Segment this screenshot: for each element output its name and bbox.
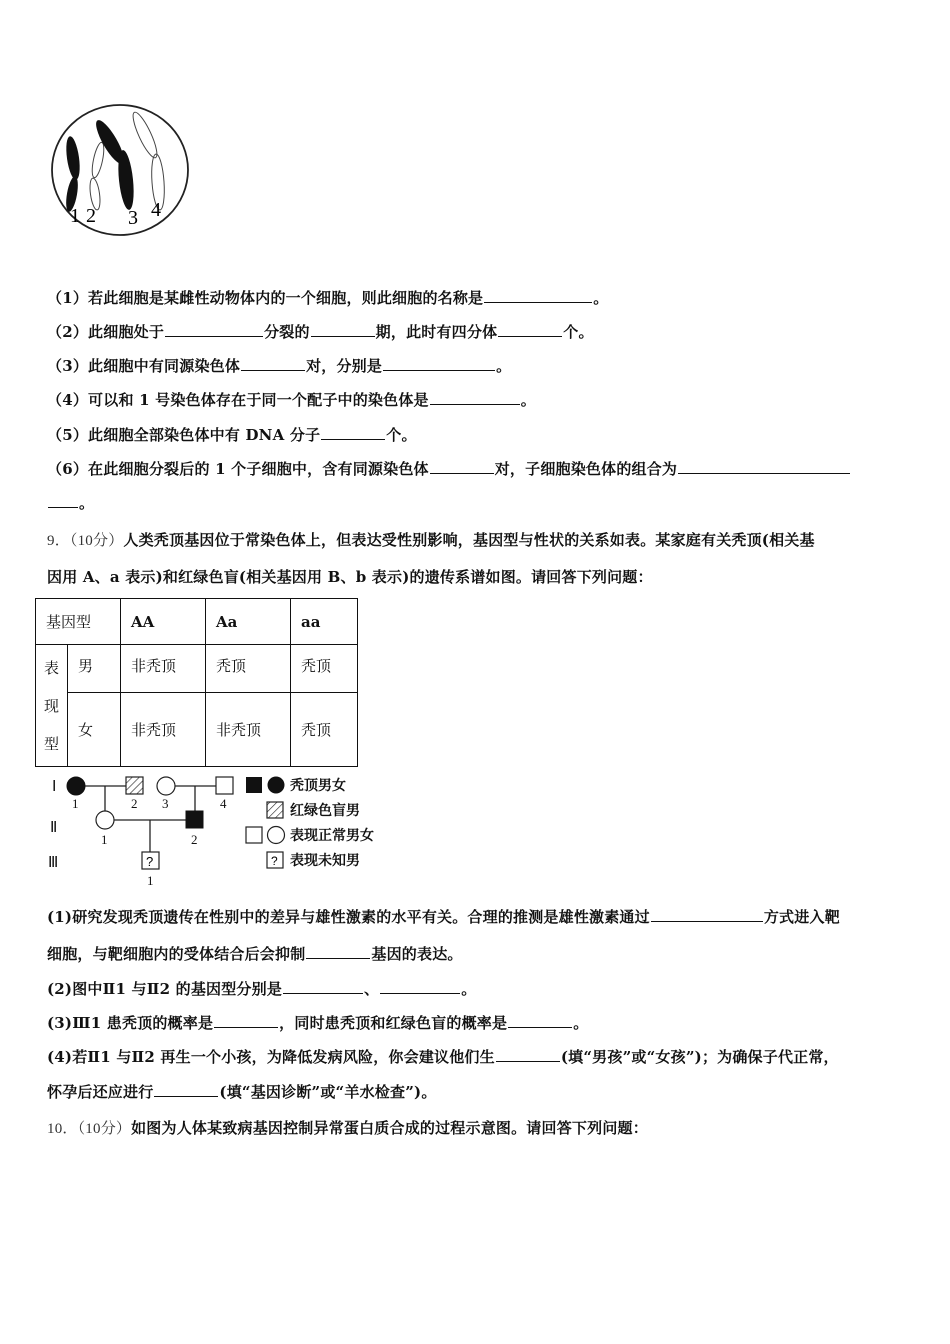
chromosome-label-2: 2 bbox=[86, 205, 96, 227]
q8-part6: （6）在此细胞分裂后的 1 个子细胞中，含有同源染色体 对，子细胞染色体的组合为 bbox=[47, 458, 851, 479]
pedigree-chart bbox=[40, 770, 400, 892]
q9-sub1-line1: (1)研究发现秃顶遗传在性别中的差异与雄性激素的水平有关。合理的推测是雄性激素通过 方式进入靶 bbox=[47, 908, 840, 926]
table-row-female-label: 女 bbox=[68, 693, 121, 767]
answer-blank[interactable] bbox=[678, 459, 850, 474]
answer-blank[interactable] bbox=[430, 390, 520, 405]
pedigree-I2-colorblind-male bbox=[126, 777, 143, 794]
legend-label-bald: 秃顶男女 bbox=[290, 778, 346, 794]
table-header-Aa: Aa bbox=[206, 599, 291, 645]
answer-blank[interactable] bbox=[496, 1047, 560, 1062]
pedigree-I4-normal-male bbox=[216, 777, 233, 794]
legend-bald-male bbox=[246, 777, 262, 793]
q8-part1: （1）若此细胞是某雌性动物体内的一个细胞，则此细胞的名称是 。 bbox=[47, 289, 609, 307]
answer-blank[interactable] bbox=[306, 944, 370, 959]
answer-blank[interactable] bbox=[380, 979, 460, 994]
answer-blank[interactable] bbox=[154, 1082, 218, 1097]
table-header-aa: aa bbox=[291, 599, 358, 645]
generation-label-3: Ⅲ bbox=[48, 855, 59, 871]
q8-part2: （2）此细胞处于 分裂的 期，此时有四分体 个。 bbox=[47, 323, 594, 341]
pedigree-II1-normal-female bbox=[96, 811, 114, 829]
answer-blank[interactable] bbox=[165, 322, 263, 337]
chromosome-1 bbox=[64, 135, 82, 212]
q9-intro-line2: 因用 A、a 表示)和红绿色盲(相关基因用 B、b 表示)的遗传系谱如图。请回答下列问题： bbox=[47, 568, 653, 586]
table-cell: 秃顶 bbox=[291, 693, 358, 767]
genotype-phenotype-table bbox=[35, 598, 358, 767]
pedigree-num: 1 bbox=[72, 796, 79, 811]
q9-intro-line1: 9．（10分）人类秃顶基因位于常染色体上，但表达受性别影响，基因型与性状的关系如表。某家庭有关秃顶(相关基 bbox=[47, 531, 815, 549]
table-side-label: 表 现 型 bbox=[36, 645, 68, 767]
legend-label-normal: 表现正常男女 bbox=[290, 828, 374, 844]
answer-blank[interactable] bbox=[311, 322, 375, 337]
q9-sub1-line2: 细胞，与靶细胞内的受体结合后会抑制 基因的表达。 bbox=[47, 945, 463, 963]
answer-blank[interactable] bbox=[241, 356, 305, 371]
unknown-mark: ? bbox=[146, 854, 154, 869]
answer-blank[interactable] bbox=[383, 356, 495, 371]
legend-normal-male bbox=[246, 827, 262, 843]
legend-colorblind-male bbox=[267, 802, 283, 818]
chromosome-4 bbox=[129, 110, 166, 211]
q9-sub2: (2)图中Ⅱ1 与Ⅱ2 的基因型分别是 、 。 bbox=[47, 980, 477, 998]
q8-part3: （3）此细胞中有同源染色体 对，分别是 。 bbox=[47, 357, 512, 375]
q8-part4: （4）可以和 1 号染色体存在于同一个配子中的染色体是 。 bbox=[47, 391, 536, 409]
table-cell: 非秃顶 bbox=[121, 693, 206, 767]
q10-intro: 10．（10分）如图为人体某致病基因控制异常蛋白质合成的过程示意图。请回答下列问题： bbox=[47, 1119, 648, 1137]
table-header-AA: AA bbox=[121, 599, 206, 645]
chromosome-3 bbox=[91, 117, 136, 211]
pedigree-num: 2 bbox=[131, 796, 138, 811]
chromosome-label-1: 1 bbox=[70, 205, 80, 227]
legend-label-unknown: 表现未知男 bbox=[290, 853, 360, 869]
answer-blank[interactable] bbox=[484, 288, 592, 303]
q9-sub4-line2: 怀孕后还应进行 (填“基因诊断”或“羊水检查”)。 bbox=[47, 1083, 437, 1101]
table-header-genotype: 基因型 bbox=[36, 599, 121, 645]
answer-blank[interactable] bbox=[214, 1013, 278, 1028]
table-cell: 秃顶 bbox=[206, 645, 291, 693]
pedigree-I3-normal-female bbox=[157, 777, 175, 795]
chromosome-2 bbox=[88, 141, 106, 210]
chromosome-label-3: 3 bbox=[128, 207, 138, 229]
table-cell: 非秃顶 bbox=[121, 645, 206, 693]
answer-blank[interactable] bbox=[498, 322, 562, 337]
q8-part6-cont: 。 bbox=[47, 492, 94, 513]
cell-chromosome-figure bbox=[48, 100, 193, 240]
legend-label-colorblind: 红绿色盲男 bbox=[290, 803, 360, 819]
table-row-male-label: 男 bbox=[68, 645, 121, 693]
answer-blank[interactable] bbox=[321, 425, 385, 440]
legend-normal-female bbox=[268, 827, 285, 844]
q9-sub4-line1: (4)若Ⅱ1 与Ⅱ2 再生一个小孩，为降低发病风险，你会建议他们生 (填“男孩”或“女孩”)；为确保子代正常， bbox=[47, 1048, 839, 1066]
pedigree-num: 1 bbox=[101, 832, 108, 847]
answer-blank[interactable] bbox=[283, 979, 363, 994]
chromosome-label-4: 4 bbox=[151, 199, 161, 221]
pedigree-num: 4 bbox=[220, 796, 227, 811]
generation-label-2: Ⅱ bbox=[50, 820, 58, 836]
pedigree-num: 1 bbox=[147, 873, 154, 888]
legend-unknown-mark: ? bbox=[271, 854, 278, 868]
answer-blank[interactable] bbox=[651, 907, 763, 922]
answer-blank[interactable] bbox=[508, 1013, 572, 1028]
pedigree-num: 2 bbox=[191, 832, 198, 847]
legend-bald-female bbox=[268, 777, 285, 794]
generation-label-1: Ⅰ bbox=[52, 779, 57, 795]
pedigree-I1-bald-female bbox=[67, 777, 85, 795]
table-cell: 非秃顶 bbox=[206, 693, 291, 767]
q9-sub3: (3)Ⅲ1 患秃顶的概率是 ，同时患秃顶和红绿色盲的概率是 。 bbox=[47, 1014, 589, 1032]
pedigree-II2-bald-male bbox=[186, 811, 203, 828]
answer-blank[interactable] bbox=[48, 493, 78, 508]
q8-part5: （5）此细胞全部染色体中有 DNA 分子 个。 bbox=[47, 426, 417, 444]
pedigree-num: 3 bbox=[162, 796, 169, 811]
answer-blank[interactable] bbox=[430, 459, 494, 474]
table-cell: 秃顶 bbox=[291, 645, 358, 693]
